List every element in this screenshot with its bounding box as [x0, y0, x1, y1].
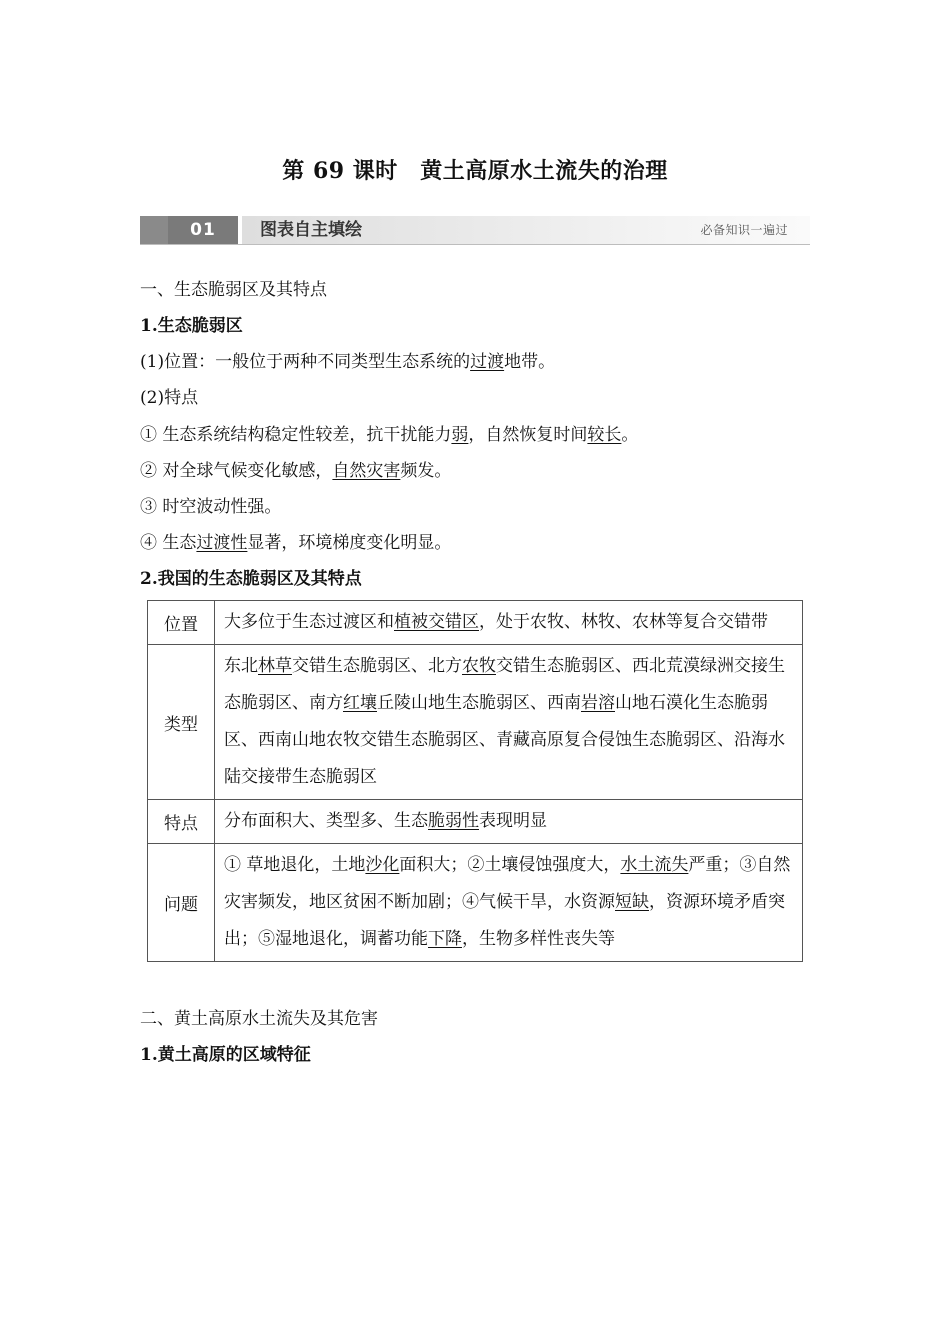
- text: 分布面积大、类型多、生态: [224, 811, 428, 831]
- answer-blank: 农牧: [462, 656, 496, 676]
- answer-blank: 脆弱性: [428, 811, 479, 831]
- table-cell: [215, 800, 803, 844]
- answer-blank: 沙化: [365, 855, 400, 875]
- section-heading-2: 二、黄土高原水土流失及其危害: [140, 1009, 378, 1029]
- answer-blank: 岩溶: [581, 693, 615, 713]
- section-banner: [140, 214, 810, 246]
- answer-blank: 短缺: [615, 892, 649, 912]
- answer-blank: 林草: [258, 656, 292, 676]
- text: 频发。: [400, 461, 452, 481]
- text: ① 生态系统结构稳定性较差，抗干扰能力: [140, 425, 452, 445]
- text: 丘陵山地生态脆弱区、西南: [377, 693, 581, 713]
- table-cell: [215, 645, 803, 800]
- text: (1)位置：一般位于两种不同类型生态系统的: [140, 352, 471, 372]
- page-title: 第 69 课时 黄土高原水土流失的治理: [282, 158, 668, 184]
- text: 显著，环境梯度变化明显。: [247, 533, 452, 553]
- traits-heading: (2)特点: [140, 388, 199, 408]
- text: 地带。: [504, 352, 556, 372]
- trait-item-2: [140, 459, 451, 483]
- banner-accent-block: [140, 216, 168, 244]
- answer-blank: 弱: [451, 425, 469, 445]
- text: 交错生态脆弱区、西北荒漠绿洲交接生态脆弱区、南方: [224, 656, 785, 713]
- text: 面积大；②土壤侵蚀强度大，: [399, 855, 621, 875]
- fragile-zone-table: [147, 600, 803, 962]
- banner-rule: [140, 244, 810, 245]
- paragraph-location: [140, 350, 555, 374]
- text: 交错生态脆弱区、北方: [292, 656, 462, 676]
- text: ① 草地退化，土地: [224, 855, 366, 875]
- table-row: [148, 844, 803, 962]
- text: ，资源环境矛盾突出；⑤湿地退化，调蓄功能: [224, 892, 785, 949]
- answer-blank: 下降: [428, 929, 462, 949]
- text: ④ 生态: [140, 533, 197, 553]
- text: 大多位于生态过渡区和: [224, 612, 394, 632]
- text: ，处于农牧、林牧、农林等复合交错带: [479, 612, 768, 632]
- answer-blank: 过渡: [470, 352, 505, 372]
- table-row: [148, 645, 803, 800]
- text: ，自然恢复时间: [468, 425, 588, 445]
- subheading-loess-plateau-features: 1.黄土高原的区域特征: [140, 1045, 311, 1065]
- table-row: [148, 601, 803, 645]
- text: 严重；③自然灾害频发，地区贫困不断加剧；④气候干旱，水资源: [224, 855, 791, 912]
- row-header: 位置: [148, 601, 215, 645]
- trait-item-1: [140, 423, 638, 447]
- row-header: 问题: [148, 844, 215, 962]
- section-heading-1: 一、生态脆弱区及其特点: [140, 280, 327, 300]
- answer-blank: 水土流失: [620, 855, 689, 875]
- subheading-eco-fragile-zone: 1.生态脆弱区: [140, 316, 243, 336]
- text: 表现明显: [479, 811, 547, 831]
- answer-blank: 自然灾害: [332, 461, 401, 481]
- text: ，生物多样性丧失等: [462, 929, 615, 949]
- table-row: [148, 800, 803, 844]
- banner-subtitle: 必备知识一遍过: [700, 223, 788, 237]
- text: 东北: [224, 656, 258, 676]
- banner-label: 图表自主填绘: [260, 220, 362, 240]
- row-header: 类型: [148, 645, 215, 800]
- table-cell: [215, 844, 803, 962]
- trait-item-4: [140, 531, 451, 555]
- banner-divider: [238, 216, 242, 244]
- text: ② 对全球气候变化敏感，: [140, 461, 333, 481]
- answer-blank: 植被交错区: [394, 612, 479, 632]
- answer-blank: 较长: [587, 425, 622, 445]
- answer-blank: 红壤: [343, 693, 377, 713]
- answer-blank: 过渡性: [196, 533, 248, 553]
- trait-item-3: ③ 时空波动性强。: [140, 497, 282, 517]
- banner-number: 01: [168, 216, 238, 244]
- text: 。: [621, 425, 639, 445]
- row-header: 特点: [148, 800, 215, 844]
- text: 山地石漠化生态脆弱区、西南山地农牧交错生态脆弱区、青藏高原复合侵蚀生态脆弱区、沿海水陆交接带生态脆弱区: [224, 693, 785, 787]
- subheading-china-fragile-zones: 2.我国的生态脆弱区及其特点: [140, 569, 362, 589]
- table-cell: [215, 601, 803, 645]
